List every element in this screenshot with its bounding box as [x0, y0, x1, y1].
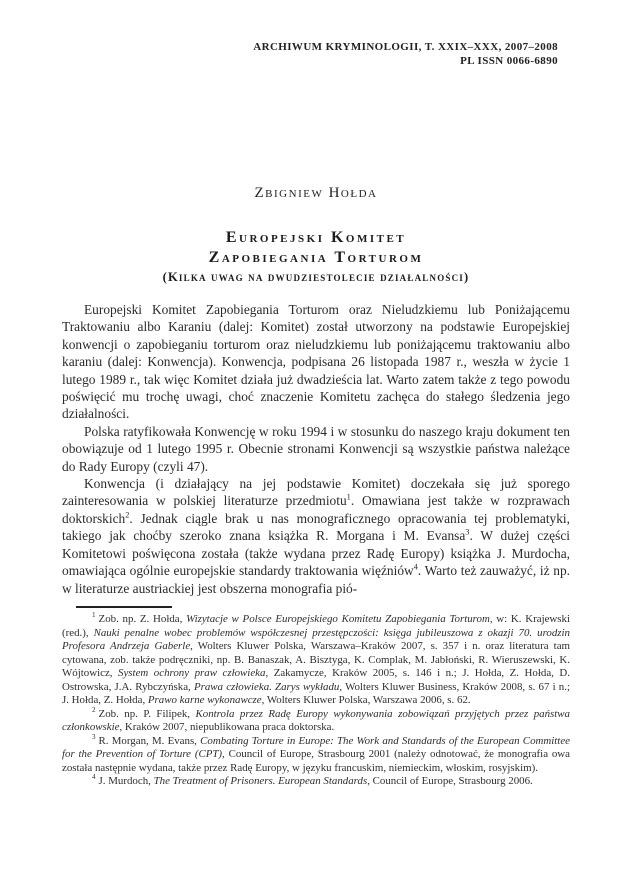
paragraph: Konwencja (i działający na jej podstawie Komitet) doczekała się już sporego zainteresowania w polskiej literaturze przedmiotu$^1$. Omawiana jest także w rozprawach doktorskich$^2$. Jednak ciągle brak u nas monograficznego opracowania tej problematyki, takiego jak choćby szeroko znana książka R. Morgana i M. Evansa$^3$. W dużej części Komitetowi poświęcona została (także wydana przez Radę Europy) książka J. Murdocha, omawiająca ogólnie europejskie standardy traktowania więźniów$^4$. Warto też zauważyć, iż np. w literaturze austriackiej jest obszerna monografia pió-	[62, 476, 571, 596]
footnote	[62, 705, 570, 735]
article-subtitle: (Kilka uwag na dwudziestolecie działalności)	[162, 270, 470, 284]
footnote	[62, 613, 570, 708]
article-title-line1: Europejski Komitet	[225, 229, 407, 246]
footnote-rule	[76, 606, 172, 608]
footnote-marker: 2	[92, 705, 96, 714]
article-title	[62, 228, 570, 267]
footnote-text: Zob. np. P. Filipek, Kontrola przez Radę Europy wykonywania zobowiązań przyjętych przez państwa członkowskie, Kraków 2007, niepublikowana praca doktorska.	[62, 707, 570, 733]
footnote	[62, 775, 570, 789]
article-title-line2: Zapobiegania Torturom	[208, 248, 424, 266]
issn-line: PL ISSN 0066-6890	[460, 55, 558, 67]
footnote-text: J. Murdoch, The Treatment of Prisoners. European Standards, Council of Europe, Strasbourg 2006.	[98, 775, 533, 787]
footnote-marker: 1	[92, 611, 96, 620]
paragraph: Europejski Komitet Zapobiegania Torturom oraz Nieludzkiemu lub Poniżającemu Traktowaniu albo Karaniu (dalej: Komitet) został utworzony na podstawie Europejskiej konwencji o zapobieganiu torturom oraz nieludzkiemu lub poniżającemu traktowaniu albo karaniu (dalej: Konwencja). Konwencja, podpisana 26 listopada 1987 r., weszła w życie 1 lutego 1989 r., tak więc Komitet działa już dwadzieścia lat. Warto zatem także z tego powodu poświęcić mu trochę uwagi, choć znaczenie Komitetu zachęca do stałego śledzenia jego działalności.	[62, 302, 570, 422]
body-text	[62, 301, 570, 597]
footnote	[62, 732, 570, 776]
footnotes-block	[62, 613, 570, 789]
journal-volume-line: ARCHIWUM KRYMINOLOGII, T. XXIX–XXX, 2007–2008	[253, 41, 558, 53]
paragraph: Polska ratyfikowała Konwencję w roku 1994 i w stosunku do naszego kraju dokument ten obowiązuje od 1 lutego 1995 r. Obecnie stronami Konwencji są wszystkie państwa należące do Rady Europy (czyli 47).	[62, 423, 570, 474]
journal-header	[253, 40, 558, 68]
footnote-marker: 4	[92, 773, 96, 782]
footnote-marker: 3	[92, 732, 96, 741]
footnote-text: Zob. np. Z. Hołda, Wizytacje w Polsce Europejskiego Komitetu Zapobiegania Torturom, w: K. Krajewski (red.), Nauki penalne wobec problemów współczesnej przestępczości: księga jubileuszowa z okazji 70. urodzin Profesora Andrzeja Gaberle, Wolters Kluwer Polska, Warszawa–Kraków 2007, s. 357 i n. oraz literatura tam cytowana, zob. także podręczniki, np. B. Banaszak, A. Bisztyga, K. Complak, M. Jabłoński, R. Wieruszewski, K. Wójtowicz, System ochrony praw człowieka, Zakamycze, Kraków 2005, s. 146 i n.; J. Hołda, Z. Hołda, D. Ostrowska, J.A. Rybczyńska, Prawa człowieka. Zarys wykładu, Wolters Kluwer Business, Kraków 2008, s. 67 i n.; J. Hołda, Z. Hołda, Prawo karne wykonawcze, Wolters Kluwer Polska, Warszawa 2006, s. 62.	[62, 613, 571, 706]
author-name: Zbigniew Hołda	[254, 185, 378, 201]
footnote-text: R. Morgan, M. Evans, Combating Torture in Europe: The Work and Standards of the European Committee for the Prevention of Torture (CPT), Council of Europe, Strasbourg 2001 (należy odnotować, że monografia owa została następnie wydana, także przez Radę Europy, w języku francuskim, niemieckim, włoskim, rosyjskim).	[62, 734, 570, 774]
